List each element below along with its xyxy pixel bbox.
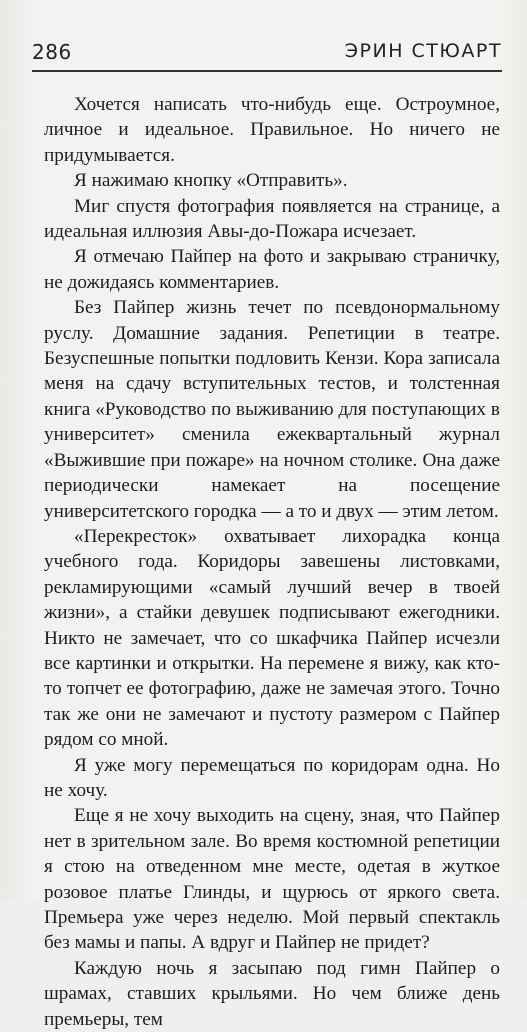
- paragraph: Еще я не хочу выходить на сцену, зная, что Пайпер нет в зрительном зале. Во время костюмной репетиции я стою на отведенном мне месте, одетая в жуткое розовое платье Глинды, и щурюсь от яркого света. Премьера уже через неделю. Мой первый спектакль без мамы и папы. А вдруг и Пайпер не придет?: [44, 805, 500, 954]
- running-head: [32, 40, 502, 66]
- author-name: ЭРИН СТЮАРТ: [344, 40, 502, 62]
- header-divider: [32, 70, 502, 72]
- paragraph: Я отмечаю Пайпер на фото и закрываю страничку, не дожидаясь комментариев.: [44, 246, 500, 293]
- page-number: 286: [32, 40, 72, 64]
- paragraph: Без Пайпер жизнь течет по псевдонормальному руслу. Домашние задания. Репетиции в театре. Безуспешные попытки подловить Кензи. Кора записала меня на сдачу вступительных тестов, и толстенная книга «Руководство по выживанию для поступающих в университет» сменила ежеквартальный журнал «Выжившие при пожаре» на ночном столике. Она даже периодически намекает на посещение университетского городка — а то и двух — этим летом.: [44, 297, 500, 522]
- paragraph: «Перекресток» охватывает лихорадка конца учебного года. Коридоры завешены листовками, рекламирующими «самый лучший вечер в твоей жизни», а стайки девушек подписывают ежегодники. Никто не замечает, что со шкафчика Пайпер исчезли все картинки и открытки. На перемене я вижу, как кто-то топчет ее фотографию, даже не замечая этого. Точно так же они не замечают и пустоту размером с Пайпер рядом со мной.: [44, 525, 500, 751]
- paragraph: Хочется написать что-нибудь еще. Остроумное, личное и идеальное. Правильное. Но ничего не придумывается.: [44, 94, 500, 166]
- paragraph: Я уже могу перемещаться по коридорам одна. Но не хочу.: [44, 754, 500, 801]
- paragraph: Я нажимаю кнопку «Отправить».: [74, 170, 348, 192]
- body-text: [44, 92, 500, 1032]
- paragraph: Миг спустя фотография появляется на странице, а идеальная иллюзия Авы-до-Пожара исчезает.: [44, 195, 500, 243]
- paragraph: Каждую ночь я засыпаю под гимн Пайпер о шрамах, ставших крыльями. Но чем ближе день премьеры, тем: [44, 957, 500, 1030]
